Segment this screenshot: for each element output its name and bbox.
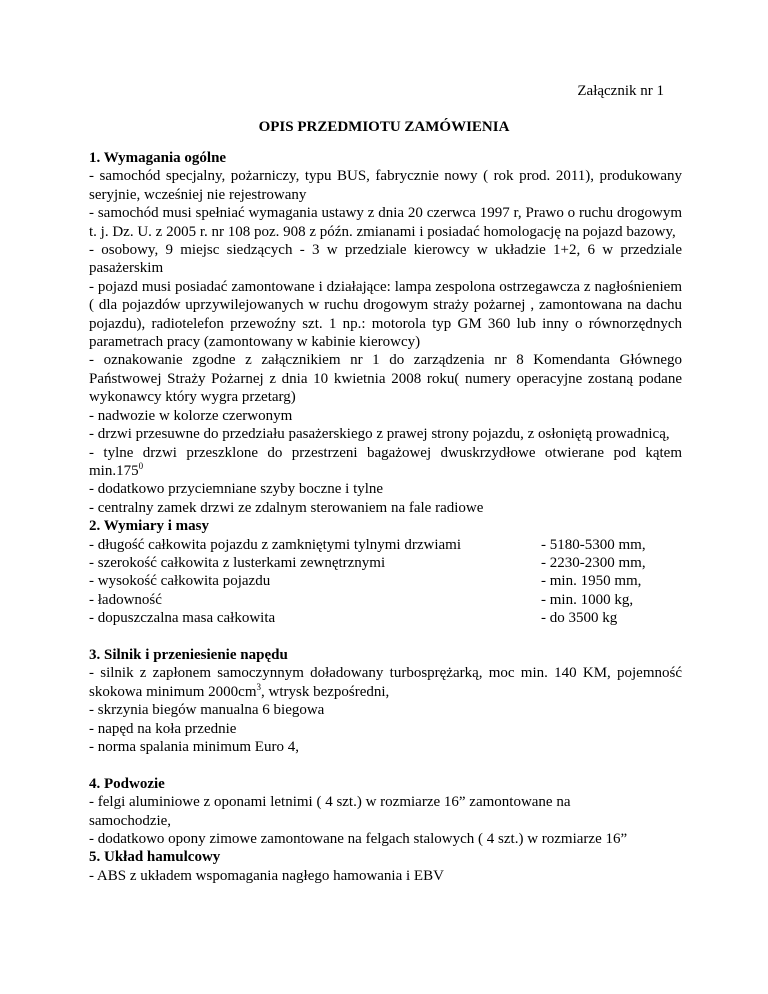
dimension-label: - dopuszczalna masa całkowita [89,610,276,627]
dimension-label: - długość całkowita pojazdu z zamkniętymi tylnymi drzwiami [89,536,461,553]
s1-line-5: - oznakowanie zgodne z załącznikiem nr 1 do zarządzenia nr 8 Komendanta Głównego Państwowej Straży Pożarnej z dnia 10 kwietnia 2008 roku( numery operacyjne zostaną podane wykonawcy który wygra przetarg) [89,352,682,406]
degree-superscript: 0 [138,460,144,471]
s3-line-1 [89,664,682,701]
dimension-row [89,572,682,590]
s1-line-8 [89,444,682,481]
dimension-row [89,609,682,627]
page-title: OPIS PRZEDMIOTU ZAMÓWIENIA [258,119,510,135]
cubic-superscript: 3 [256,681,261,692]
dimension-value: - do 3500 kg [541,610,618,627]
section-3-heading: 3. Silnik i przeniesienie napędu [89,646,288,663]
s3-line-4: - norma spalania minimum Euro 4, [89,738,299,755]
dimension-label: - ładowność [89,591,162,608]
s1-line-3: - osobowy, 9 miejsc siedzących - 3 w przedziale kierowcy w układzie 1+2, 6 w przedziale pasażerskim [89,242,682,277]
s1-line-8-text: - tylne drzwi przeszklone do przestrzeni bagażowej dwuskrzydłowe otwierane pod kątem min.175 [89,444,682,479]
s3-line-1-tail: , wtrysk bezpośredni, [261,683,390,700]
s1-line-6: - nadwozie w kolorze czerwonym [89,407,293,424]
spacer [89,628,682,646]
dimension-row [89,554,682,572]
dimension-row [89,536,682,554]
section-4-heading: 4. Podwozie [89,775,165,792]
dimension-value: - 5180-5300 mm, [541,536,646,553]
dimension-value: - min. 1000 kg, [541,591,634,608]
dimensions-list [89,536,682,628]
s1-line-9: - dodatkowo przyciemniane szyby boczne i tylne [89,481,384,498]
s4-line-2: - dodatkowo opony zimowe zamontowane na felgach stalowych ( 4 szt.) w rozmiarze 16” [89,831,628,847]
document-body [89,149,682,885]
section-2-heading: 2. Wymiary i masy [89,518,209,535]
s4-line-1: - felgi aluminiowe z oponami letnimi ( 4 szt.) w rozmiarze 16” zamontowane na samochodzie, [89,794,571,829]
s1-line-7: - drzwi przesuwne do przedziału pasażerskiego z prawej strony pojazdu, z osłoniętą prowadnicą, [89,426,670,443]
annex-label: Załącznik nr 1 [577,83,664,99]
s3-line-1-text: - silnik z zapłonem samoczynnym doładowany turbosprężarką, moc min. 140 KM, pojemność skokowa minimum 2000cm [89,665,682,700]
s3-line-2: - skrzynia biegów manualna 6 biegowa [89,702,325,719]
s3-line-3: - napęd na koła przednie [89,720,237,737]
dimension-label: - szerokość całkowita z lusterkami zewnętrznymi [89,554,386,571]
section-1-heading: 1. Wymagania ogólne [89,150,227,166]
s1-line-10: - centralny zamek drzwi ze zdalnym sterowaniem na fale radiowe [89,499,484,516]
s1-line-4: - pojazd musi posiadać zamontowane i działające: lampa zespolona ostrzegawcza z nagłośnieniem ( dla pojazdów uprzywilejowanych w ruchu drogowym straży pożarnej , zamontowana na dachu pojazdu), radiotelefon przewoźny szt. 1 np.: motorola typ GM 360 lub inny o równorzędnych parametrach pracy (zamontowany w kabinie kierowcy) [89,278,682,351]
s5-line-1: - ABS z układem wspomagania nagłego hamowania i EBV [89,867,444,884]
dimension-row [89,591,682,609]
spacer [89,756,682,774]
s1-line-1: - samochód specjalny, pożarniczy, typu BUS, fabrycznie nowy ( rok prod. 2011), produkowany seryjnie, wcześniej nie rejestrowany [89,168,682,203]
dimension-value: - 2230-2300 mm, [541,554,646,571]
s1-line-2: - samochód musi spełniać wymagania ustawy z dnia 20 czerwca 1997 r, Prawo o ruchu drogowym t. j. Dz. U. z 2005 r. nr 108 poz. 908 z późn. zmianami i posiadać homologację na pojazd bazowy, [89,205,682,240]
dimension-value: - min. 1950 mm, [541,573,642,590]
section-5-heading: 5. Układ hamulcowy [89,849,221,866]
dimension-label: - wysokość całkowita pojazdu [89,573,271,590]
